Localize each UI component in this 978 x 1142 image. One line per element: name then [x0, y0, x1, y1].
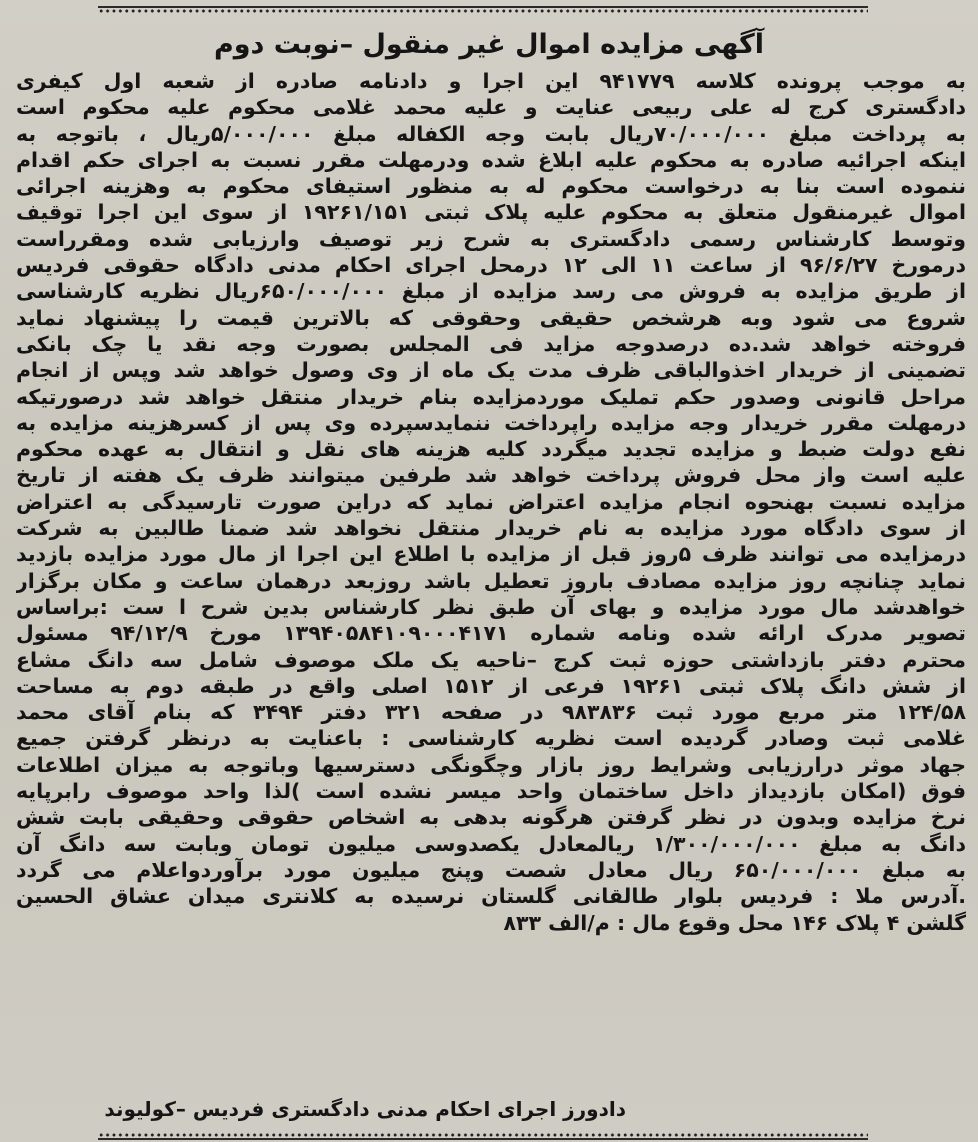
body-line: از طریق مزایده به فروش می رسد مزایده از مبلغ ۶۵۰/۰۰۰/۰۰۰ریال نظریه کارشناسی [16, 279, 966, 304]
body-line: خواهدشد مال مورد مزایده و بهای آن طبق نظر کارشناس بدین شرح ا ست :براساس [16, 594, 966, 619]
body-line: دانگ به مبلغ ۱/۳۰۰/۰۰۰/۰۰۰ ریالمعادل یکصدوسی میلیون تومان وبابت سه دانگ آن [16, 831, 966, 856]
signature: دادورز اجرای احکام مدنی دادگستری فردیس –کولیوند [104, 1097, 626, 1121]
body-line: ننموده است بنا به درخواست محکوم له به منظور استیفای محکوم به وهزینه اجرائی [16, 174, 966, 199]
notice-body [16, 68, 966, 936]
body-line: گلشن ۴ پلاک ۱۴۶ محل وقوع مال : م/الف ۸۳۳ [503, 910, 966, 935]
body-line: غلامی ثبت وصادر گردیده است نظریه کارشناسی : باعنایت به درنظر گرفتن جمیع [16, 726, 966, 751]
body-line: .آدرس ملا : فردیس بلوار طالقانی گلستان نرسیده به کلانتری میدان عشاق الحسین [16, 884, 966, 909]
body-line: نرخ مزایده وبدون در نظر گرفتن هرگونه بدهی به اشخاص حقوقی وحقیقی بابت شش [16, 805, 966, 830]
body-line: درمزایده می توانند ظرف ۵روز قبل از مزایده با اطلاع این اجرا از مال مورد مزایده بازدید [16, 542, 966, 567]
body-line: درمهلت مقرر خریدار وجه مزایده راپرداخت ننمایدسپرده وی پس از کسرهزینه مزایده به [16, 410, 966, 435]
notice-title: آگهی مزایده اموال غیر منقول –نوبت دوم [213, 29, 765, 60]
body-line: فروخته خواهد شد.ده درصدوجه مزاید فی المجلس بصورت وجه نقد یا چک بانکی [16, 331, 966, 356]
body-line: تضمینی از خریدار اخذوالباقی ظرف مدت یک ماه از وی وصول خواهد شد وپس از انجام [16, 358, 966, 383]
body-line: به پرداخت مبلغ ۷۰/۰۰۰/۰۰۰ریال بابت وجه الکفاله مبلغ ۵/۰۰۰/۰۰۰ریال ، باتوجه به [16, 121, 966, 146]
body-line: جهاد موثر درارزیابی وشرایط روز بازار وچگونگی دسترسیها وباتوجه به میزان اطلاعات [16, 752, 966, 777]
body-line: فوق (امکان بازدیداز داخل ساختمان واحد میسر نشده است )لذا واحد موصوف رابرپایه [16, 779, 966, 804]
body-line: محترم دفتر بازداشتی حوزه ثبت کرج –ناحیه یک ملک موصوف شامل سه دانگ مشاع [16, 647, 966, 672]
body-line: به موجب پرونده کلاسه ۹۴۱۷۷۹ این اجرا و دادنامه صادره از شعبه اول کیفری [16, 69, 966, 93]
body-line: درمورخ ۹۶/۶/۲۷ از ساعت ۱۱ الی ۱۲ درمحل اجرای احکام مدنی دادگاه حقوقی فردیس [16, 253, 966, 278]
body-line: از سوی دادگاه مورد مزایده به نام خریدار منتقل نخواهد شد ضمنا طالبین به شرکت [16, 516, 966, 541]
body-line: اموال غیرمنقول متعلق به محکوم علیه پلاک ثبتی ۱۹۲۶۱/۱۵۱ از سوی این اجرا توقیف [16, 200, 966, 225]
body-line: نفع دولت ضبط و مزایده تجدید میگردد کلیه هزینه های نقل و انتقال به عهده محکوم [16, 437, 966, 462]
bottom-decorative-border [98, 1132, 868, 1140]
body-line: وتوسط کارشناس رسمی دادگستری به شرح زیر توصیف وارزیابی شده ومقرراست [16, 226, 966, 251]
body-line: شروع می شود وبه هرشخص حقیقی وحقوقی که بالاترین قیمت را پیشنهاد نماید [16, 305, 966, 330]
body-line: ۱۲۴/۵۸ متر مربع مورد ثبت ۹۸۳۸۳۶ در صفحه ۳۲۱ دفتر ۳۴۹۴ که بنام آقای محمد [16, 700, 966, 725]
body-line: دادگستری کرج له علی ربیعی عنایت و علیه محمد غلامی محکوم علیه محکوم است [16, 95, 966, 120]
body-line: نماید چنانچه روز مزایده مصادف باروز تعطیل باشد روزبعد درهمان ساعت و مکان برگزار [16, 568, 966, 593]
body-line: مزایده نسبت بهنحوه انجام مزایده اعتراض نماید که دراین صورت تارسیدگی به اعتراض [16, 489, 966, 514]
top-decorative-border [98, 6, 868, 14]
body-line: به مبلغ ۶۵۰/۰۰۰/۰۰۰ ریال معادل شصت وپنج میلیون مورد برآوردواعلام می گردد [16, 857, 966, 882]
body-line: علیه است واز محل فروش پرداخت خواهد شد طرفین میتوانند ظرف یک هفته از تاریخ [16, 463, 966, 488]
body-line: از شش دانگ پلاک ثبتی ۱۹۲۶۱ فرعی از ۱۵۱۲ اصلی واقع در طبقه دوم به مساحت [16, 673, 966, 698]
body-line: اینکه اجرائیه صادره به محکوم علیه ابلاغ شده ودرمهلت مقرر نسبت به اجرای حکم اقدام [16, 147, 966, 172]
body-line: مراحل قانونی وصدور حکم تملیک موردمزایده بنام خریدار منتقل خواهد شد درصورتیکه [16, 384, 966, 409]
body-line: تصویر مدرک ارائه شده ونامه شماره ۱۳۹۴۰۵۸۴۱۰۹۰۰۰۴۱۷۱ مورخ ۹۴/۱۲/۹ مسئول [16, 621, 966, 646]
